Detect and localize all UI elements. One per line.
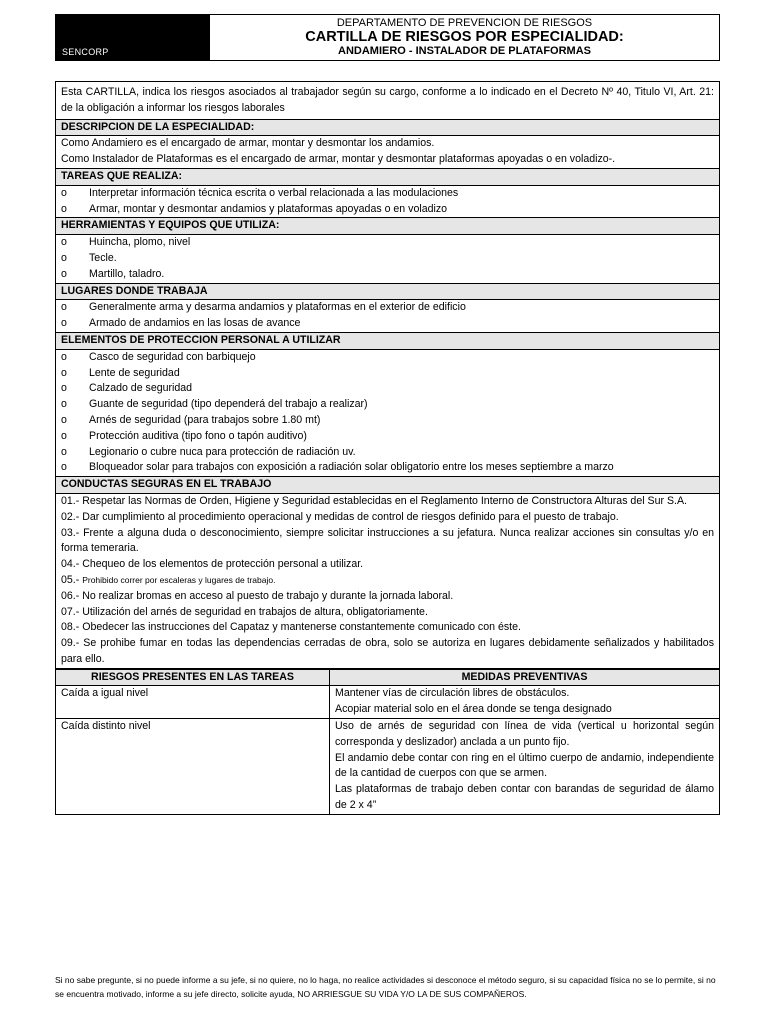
risk-cell: Caída a igual nivel: [56, 686, 330, 719]
list-item: [61, 251, 714, 267]
risk-cell: Caída distinto nivel: [56, 719, 330, 815]
bullet: o: [61, 317, 67, 330]
list-item: [61, 350, 714, 366]
tasks-list: [55, 186, 720, 219]
bullet: o: [61, 350, 67, 363]
list-item-text: Arnés de seguridad (para trabajos sobre 1.80 mt): [89, 413, 321, 426]
list-item-text: Generalmente arma y desarma andamios y plataformas en el exterior de edificio: [89, 301, 466, 314]
list-item: [61, 460, 714, 476]
risk-card: [55, 81, 720, 815]
places-heading: LUGARES DONDE TRABAJA: [55, 284, 720, 301]
conduct-heading: CONDUCTAS SEGURAS EN EL TRABAJO: [55, 477, 720, 494]
tools-heading: HERRAMIENTAS Y EQUIPOS QUE UTILIZA:: [55, 218, 720, 235]
list-item: [61, 300, 714, 316]
conduct-rules: [55, 494, 720, 669]
measure-line: Mantener vías de circulación libres de obstáculos.: [335, 687, 570, 700]
bullet: o: [61, 301, 67, 314]
list-item-text: Legionario o cubre nuca para protección de radiación uv.: [89, 445, 356, 458]
company-logo: [56, 15, 210, 60]
list-item-text: Interpretar información técnica escrita o verbal relacionada a las modulaciones: [89, 186, 459, 199]
measures-cell: [330, 686, 720, 719]
list-item: [61, 186, 714, 202]
list-item-text: Tecle.: [89, 251, 117, 264]
description-heading: DESCRIPCION DE LA ESPECIALIDAD:: [55, 120, 720, 137]
tasks-heading: TAREAS QUE REALIZA:: [55, 169, 720, 186]
bullet: o: [61, 413, 67, 426]
rule-item: 08.- Obedecer las instrucciones del Capataz y mantenerse constantemente comunicado con éste.: [61, 621, 521, 634]
bullet: o: [61, 382, 67, 395]
places-list: [55, 300, 720, 333]
list-item-text: Armar, montar y desmontar andamios y plataformas apoyadas o en voladizo: [89, 202, 448, 215]
column-header-risks: RIESGOS PRESENTES EN LAS TAREAS: [56, 669, 330, 686]
list-item-text: Armado de andamios en las losas de avance: [89, 317, 301, 330]
rule-item: [61, 573, 714, 589]
list-item-text: Bloqueador solar para trabajos con exposición a radiación solar obligatorio entre los meses septiembre a marzo: [89, 461, 614, 474]
header-titles: [210, 15, 719, 60]
logo-text: SENCORP: [62, 47, 109, 57]
list-item: [61, 397, 714, 413]
list-item: [61, 316, 714, 332]
risk-table: [55, 669, 720, 815]
bullet: o: [61, 398, 67, 411]
rule-item: 04.- Chequeo de los elementos de protección personal a utilizar.: [61, 558, 364, 571]
table-row: [56, 719, 720, 815]
bullet: o: [61, 202, 67, 215]
list-item: [61, 381, 714, 397]
measure-line: El andamio debe contar con ring en el último cuerpo de andamio, independiente de la cantidad de cuerpos con que se armen.: [335, 751, 714, 780]
table-row: [56, 686, 720, 719]
list-item-text: Protección auditiva (tipo fono o tapón auditivo): [89, 429, 307, 442]
document-header: [55, 14, 720, 61]
measure-line: Las plataformas de trabajo deben contar con barandas de seguridad de álamo de 2 x 4”: [335, 783, 714, 812]
description-line: Como Instalador de Plataformas es el encargado de armar, montar y desmontar plataformas apoyadas o en voladizo-.: [61, 153, 616, 166]
document-subtitle: ANDAMIERO - INSTALADOR DE PLATAFORMAS: [338, 45, 591, 57]
footer-note: Si no sabe pregunte, si no puede informe a su jefe, si no quiere, no lo haga, no realice actividades si desconoce el método seguro, si su capacidad física no se lo permite, si no se encuentra motivado, informe a su jefe directo, solicite ayuda, NO ARRIESGUE SU VIDA Y/O LA DE SUS COMPAÑEROS.: [55, 975, 716, 999]
rule-item: 01.- Respetar las Normas de Orden, Higiene y Seguridad establecidas en el Reglamento Interno de Constructora Alturas del Sur S.A.: [61, 494, 687, 507]
list-item-text: Huincha, plomo, nivel: [89, 236, 191, 249]
bullet: o: [61, 366, 67, 379]
list-item-text: Calzado de seguridad: [89, 382, 193, 395]
intro-text: Esta CARTILLA, indica los riesgos asociados al trabajador según su cargo, conforme a lo indicado en el Decreto Nº 40, Titulo VI, Art. 21: de la obligación a informar los riesgos laborales: [55, 82, 720, 120]
rule-item: 06.- No realizar bromas en acceso al puesto de trabajo y durante la jornada laboral.: [61, 589, 454, 602]
list-item: [61, 235, 714, 251]
rule-text-small: Prohibido correr por escaleras y lugares de trabajo.: [82, 574, 276, 585]
list-item: [61, 445, 714, 461]
rule-number: 05.-: [61, 573, 83, 586]
document-title: CARTILLA DE RIESGOS POR ESPECIALIDAD:: [305, 29, 624, 45]
list-item-text: Lente de seguridad: [89, 366, 180, 379]
measure-line: Uso de arnés de seguridad con línea de vida (vertical u horizontal según corresponda y deslizador) anclada a un punto fijo.: [335, 720, 714, 748]
measure-line: Acopiar material solo en el área donde se tenga designado: [335, 703, 612, 716]
tools-list: [55, 235, 720, 283]
table-header-row: [56, 669, 720, 686]
list-item: [61, 267, 714, 283]
bullet: o: [61, 267, 67, 280]
ppe-list: [55, 350, 720, 477]
rule-item: 03.- Frente a alguna duda o desconocimiento, siempre solicitar instrucciones a su jefatura. Nunca realizar acciones sin consultas y/o en forma temeraria.: [61, 526, 714, 555]
list-item: [61, 202, 714, 218]
description-body: [55, 136, 720, 169]
measures-cell: [330, 719, 720, 815]
department-name: DEPARTAMENTO DE PREVENCION DE RIESGOS: [336, 17, 593, 29]
list-item-text: Martillo, taladro.: [89, 267, 165, 280]
ppe-heading: ELEMENTOS DE PROTECCION PERSONAL A UTILIZAR: [55, 333, 720, 350]
list-item: [61, 429, 714, 445]
list-item: [61, 413, 714, 429]
bullet: o: [61, 186, 67, 199]
rule-item: 09.- Se prohibe fumar en todas las dependencias cerradas de obra, solo se autoriza en lugares debidamente señalizados y habilitados para ello.: [61, 637, 714, 665]
bullet: o: [61, 445, 67, 458]
bullet: o: [61, 429, 67, 442]
rule-item: 02.- Dar cumplimiento al procedimiento operacional y medidas de control de riesgos definido para el puesto de trabajo.: [61, 510, 619, 523]
list-item: [61, 366, 714, 382]
list-item-text: Casco de seguridad con barbiquejo: [89, 350, 256, 363]
rule-item: 07.- Utilización del arnés de seguridad en trabajos de altura, obligatoriamente.: [61, 605, 428, 618]
bullet: o: [61, 461, 67, 474]
description-line: Como Andamiero es el encargado de armar, montar y desmontar los andamios.: [61, 137, 435, 150]
list-item-text: Guante de seguridad (tipo dependerá del trabajo a realizar): [89, 398, 368, 411]
bullet: o: [61, 236, 67, 249]
bullet: o: [61, 251, 67, 264]
column-header-measures: MEDIDAS PREVENTIVAS: [330, 669, 720, 686]
